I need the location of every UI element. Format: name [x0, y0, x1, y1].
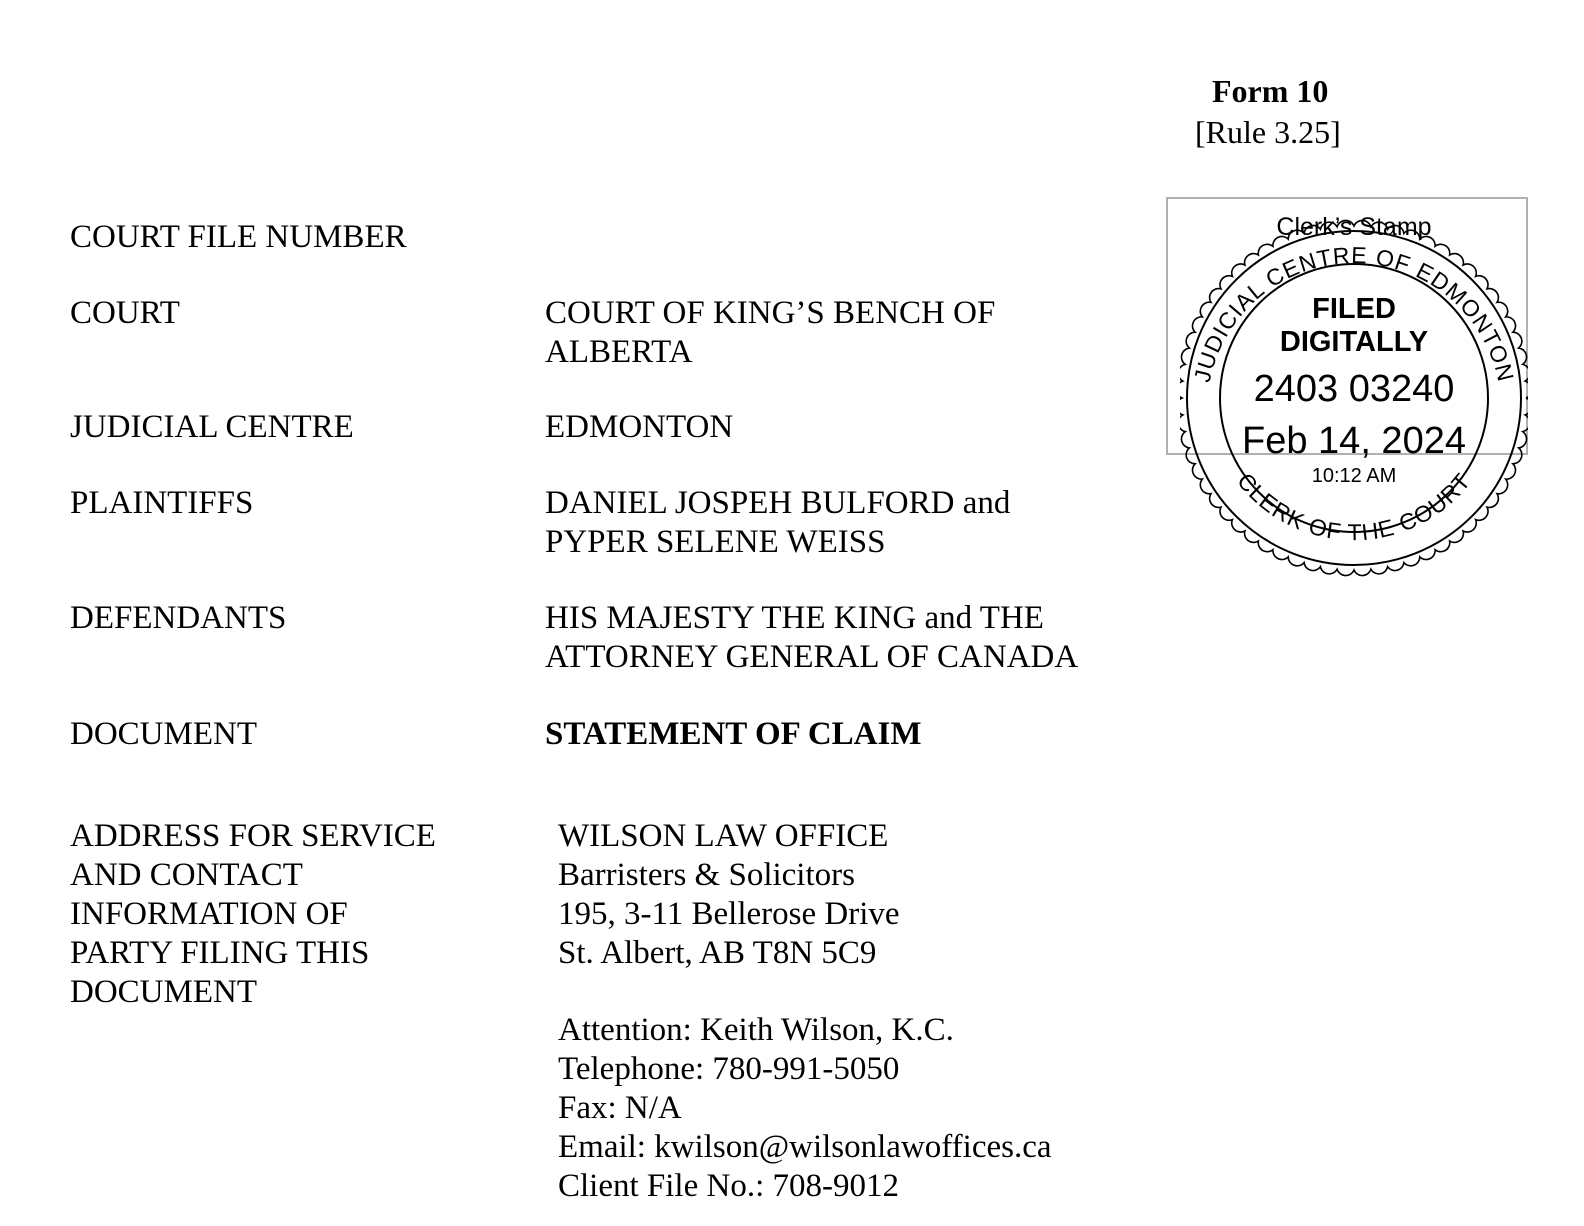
label-document: DOCUMENT — [70, 716, 257, 752]
label-court-file-number: COURT FILE NUMBER — [70, 219, 407, 255]
value-plaintiffs — [545, 484, 1010, 562]
city-postal: St. Albert, AB T8N 5C9 — [558, 935, 877, 971]
label-address-line: ADDRESS FOR SERVICE — [70, 818, 436, 854]
label-address-line: DOCUMENT — [70, 974, 257, 1010]
stamp-file-number: 2403 03240 — [1253, 368, 1455, 410]
email-line: Email: kwilson@wilsonlawoffices.ca — [558, 1129, 1052, 1165]
fax-line: Fax: N/A — [558, 1090, 682, 1126]
seal-bottom-arc-text: CLERK OF THE COURT — [1232, 467, 1476, 546]
client-file-line: Client File No.: 708-9012 — [558, 1168, 899, 1204]
stamp-date: Feb 14, 2024 — [1242, 420, 1466, 462]
label-address-line: PARTY FILING THIS — [70, 935, 370, 971]
value-plaintiffs-line1: DANIEL JOSPEH BULFORD and — [545, 485, 1011, 521]
stamp-digitally-label: DIGITALLY — [1279, 326, 1429, 358]
value-judicial-centre: EDMONTON — [545, 409, 734, 445]
value-court-line1: COURT OF KING’S BENCH OF — [545, 295, 996, 331]
label-address-line: AND CONTACT — [70, 857, 303, 893]
label-plaintiffs: PLAINTIFFS — [70, 485, 254, 521]
value-plaintiffs-line2: PYPER SELENE WEISS — [545, 524, 886, 560]
form-title: Form 10 — [1212, 73, 1329, 109]
filed-stamp-seal — [1180, 208, 1528, 580]
firm-type: Barristers & Solicitors — [558, 857, 855, 893]
stamp-caption: Clerk’s Stamp — [1276, 213, 1432, 241]
form-rule: [Rule 3.25] — [1195, 114, 1341, 150]
street-address: 195, 3-11 Bellerose Drive — [558, 896, 900, 932]
telephone-line: Telephone: 780-991-5050 — [558, 1051, 900, 1087]
address-block — [558, 817, 900, 973]
label-judicial-centre: JUDICIAL CENTRE — [70, 409, 354, 445]
value-court-line2: ALBERTA — [545, 334, 693, 370]
value-document-title: STATEMENT OF CLAIM — [545, 716, 922, 752]
label-address-line: INFORMATION OF — [70, 896, 348, 932]
contact-block — [558, 1011, 1052, 1206]
label-court: COURT — [70, 295, 180, 331]
attention-line: Attention: Keith Wilson, K.C. — [558, 1012, 954, 1048]
stamp-time: 10:12 AM — [1311, 465, 1397, 487]
value-defendants-line2: ATTORNEY GENERAL OF CANADA — [545, 639, 1079, 675]
value-defendants — [545, 599, 1078, 677]
firm-name: WILSON LAW OFFICE — [558, 818, 889, 854]
label-address — [70, 817, 436, 1012]
label-defendants: DEFENDANTS — [70, 600, 287, 636]
value-defendants-line1: HIS MAJESTY THE KING and THE — [545, 600, 1044, 636]
seal-top-arc-text: JUDICIAL CENTRE OF EDMONTON — [1188, 241, 1520, 385]
value-court — [545, 294, 995, 372]
stamp-filed-label: FILED — [1312, 293, 1396, 325]
